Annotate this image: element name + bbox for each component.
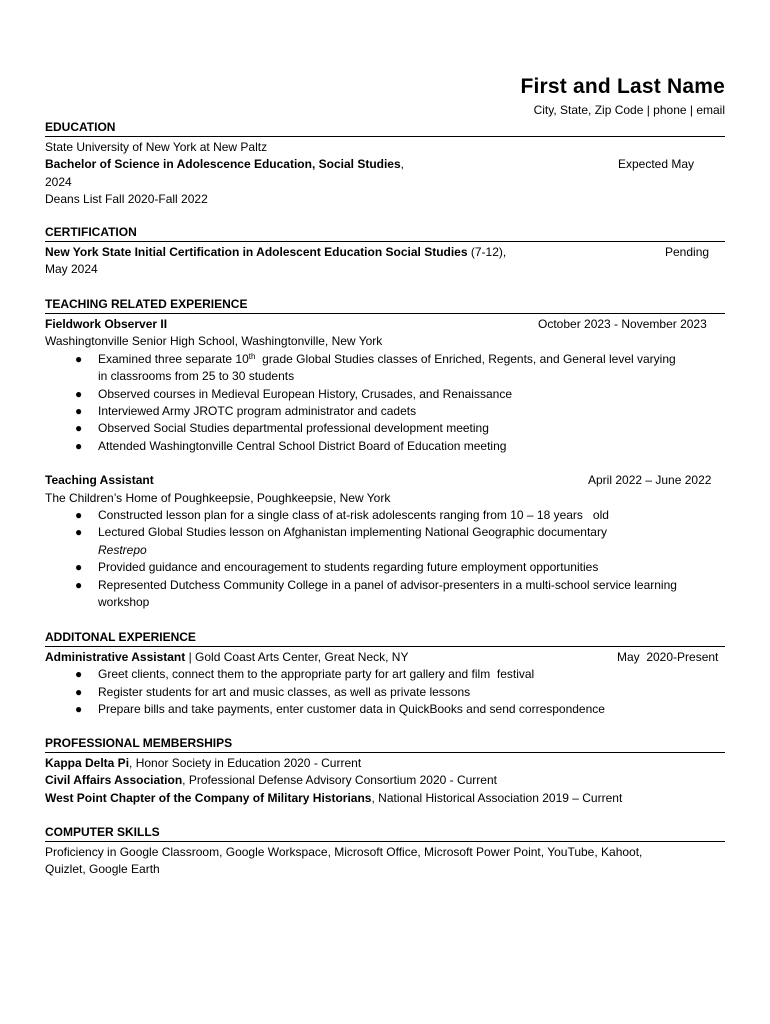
additional-header xyxy=(45,649,725,666)
degree-row xyxy=(45,156,725,173)
honors: Deans List Fall 2020-Fall 2022 xyxy=(45,192,208,207)
additional-bullets xyxy=(45,666,725,718)
additional-role: Administrative Assistant xyxy=(45,650,186,664)
certification-section xyxy=(45,224,725,279)
job-header xyxy=(45,316,725,333)
list-item: Kappa Delta Pi, Honor Society in Education 2020 - Current xyxy=(45,756,362,770)
job-org: The Children’s Home of Poughkeepsie, Poughkeepsie, New York xyxy=(45,490,391,505)
skills-line: Proficiency in Google Classroom, Google Workspace, Microsoft Office, Microsoft Power Point, YouTube, Kahoot, xyxy=(45,845,643,859)
additional-title: ADDITONAL EXPERIENCE xyxy=(45,629,725,647)
contact-line: City, State, Zip Code | phone | email xyxy=(533,103,725,117)
list-item: West Point Chapter of the Company of Military Historians, National Historical Association 2019 – Current xyxy=(45,790,623,805)
skills-line: Quizlet, Google Earth xyxy=(45,862,160,877)
memberships-section xyxy=(45,735,725,807)
additional-section xyxy=(45,629,725,719)
job-dates: October 2023 - November 2023 xyxy=(538,317,707,331)
degree-name: Bachelor of Science in Adolescence Education, Social Studies xyxy=(45,157,401,172)
job-dates: April 2022 – June 2022 xyxy=(588,473,712,488)
list-item: ● Interviewed Army JROTC program administrator and cadets xyxy=(75,404,417,419)
certification-row xyxy=(45,244,725,261)
candidate-name: First and Last Name xyxy=(520,75,725,98)
degree-year: 2024 xyxy=(45,174,72,189)
list-item: ● Observed courses in Medieval European History, Crusades, and Renaissance xyxy=(75,386,512,401)
certification-range: (7-12), xyxy=(467,245,507,259)
job-role: Teaching Assistant xyxy=(45,473,154,488)
certification-name: New York State Initial Certification in Adolescent Education Social Studies xyxy=(45,245,468,259)
list-item: ● Constructed lesson plan for a single class of at-risk adolescents ranging from 10 – 18 years old xyxy=(75,508,609,523)
list-item: ● Prepare bills and take payments, enter customer data in QuickBooks and send correspondence xyxy=(75,702,605,717)
additional-org: | Gold Coast Arts Center, Great Neck, NY xyxy=(185,650,409,664)
teaching-title: TEACHING RELATED EXPERIENCE xyxy=(45,296,725,314)
list-item: ● Observed Social Studies departmental professional development meeting xyxy=(75,421,489,436)
job-bullets xyxy=(45,351,725,455)
certification-status: Pending xyxy=(665,245,710,259)
certification-title: CERTIFICATION xyxy=(45,224,725,242)
list-item: ● Register students for art and music classes, as well as private lessons xyxy=(75,684,471,699)
job-fieldwork xyxy=(45,316,725,455)
list-item: ● Provided guidance and encouragement to students regarding future employment opportunities xyxy=(75,560,599,575)
memberships-title: PROFESSIONAL MEMBERSHIPS xyxy=(45,735,725,753)
job-bullets xyxy=(45,507,725,611)
job-teaching-assistant xyxy=(45,472,725,611)
list-item: ● Attended Washingtonville Central School District Board of Education meeting xyxy=(75,438,507,453)
job-org: Washingtonville Senior High School, Washingtonville, New York xyxy=(45,334,383,349)
skills-title: COMPUTER SKILLS xyxy=(45,824,725,842)
job-role: Fieldwork Observer II xyxy=(45,317,168,331)
job-header xyxy=(45,472,725,489)
list-item: ● Represented Dutchess Community College in a panel of advisor-presenters in a multi-school service learning workshop xyxy=(75,577,677,610)
certification-date: May 2024 xyxy=(45,262,98,277)
education-section xyxy=(45,119,725,209)
degree-suffix: , xyxy=(400,157,405,172)
skills-section xyxy=(45,824,725,879)
list-item: ● Greet clients, connect them to the appropriate party for art gallery and film festival xyxy=(75,667,535,682)
education-title: EDUCATION xyxy=(45,119,725,137)
degree-date: Expected May xyxy=(618,157,695,172)
list-item: Civil Affairs Association, Professional Defense Advisory Consortium 2020 - Current xyxy=(45,773,497,788)
school-name: State University of New York at New Paltz xyxy=(45,140,268,154)
list-item: ● Lectured Global Studies lesson on Afghanistan implementing National Geographic documentary Restrepo xyxy=(75,525,607,557)
list-item: ● Examined three separate 10th grade Global Studies classes of Enriched, Regents, and General level varying in classrooms from 25 to 30 students xyxy=(75,351,676,384)
teaching-section xyxy=(45,296,725,612)
additional-dates: May 2020-Present xyxy=(617,650,719,664)
